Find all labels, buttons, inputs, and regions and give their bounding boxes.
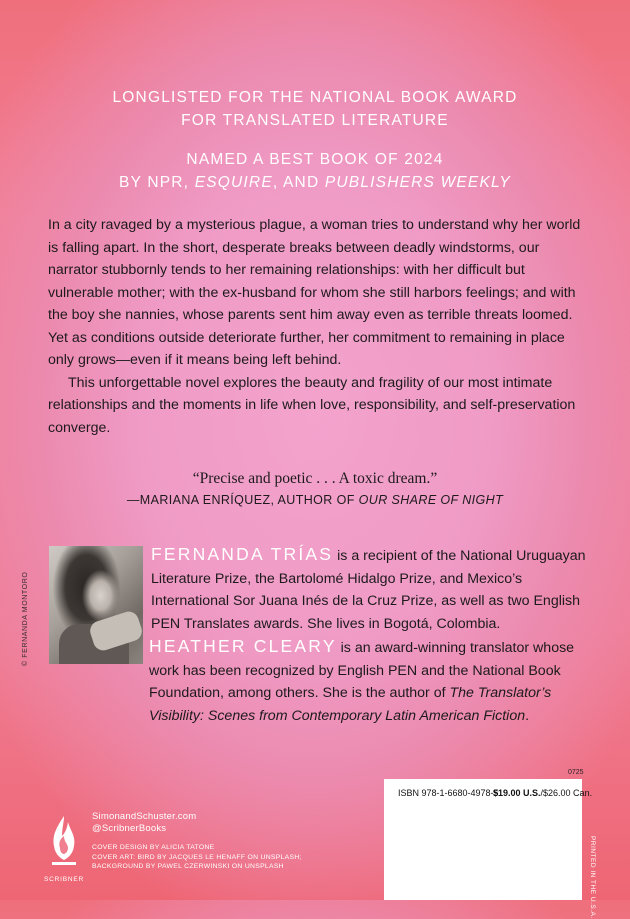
- isbn: ISBN 978-1-6680-4978-5: [398, 788, 499, 798]
- author-name: FERNANDA TRÍAS: [151, 544, 334, 564]
- award-longlist: [0, 86, 630, 132]
- print-code: 0725: [568, 769, 584, 776]
- award-longlist-line-2: FOR TRANSLATED LITERATURE: [181, 112, 449, 129]
- author-photo: [49, 546, 143, 664]
- review-quote: [0, 468, 630, 510]
- photo-credit: © FERNANDA MONTORO: [22, 571, 29, 666]
- synopsis: [48, 214, 588, 439]
- publisher-info: [92, 811, 302, 872]
- background-credit: BACKGROUND BY PAWEL CZERWINSKI ON UNSPLASH: [92, 863, 284, 870]
- printed-in-label: PRINTED IN THE U.S.A.: [589, 836, 596, 919]
- quote-attribution: —MARIANA ENRÍQUEZ, AUTHOR OF OUR SHARE OF NIGHT: [126, 493, 504, 507]
- biographies: [151, 543, 601, 727]
- translator-name: HEATHER CLEARY: [149, 636, 337, 656]
- award-best-book-line-1: NAMED A BEST BOOK OF 2024: [186, 151, 444, 168]
- scribner-flame-icon: [46, 812, 82, 886]
- award-best-book-line-2: BY NPR, ESQUIRE, AND PUBLISHERS WEEKLY: [119, 174, 511, 191]
- publisher-handle: @ScribnerBooks: [92, 823, 167, 834]
- synopsis-paragraph-1: In a city ravaged by a mysterious plague, a woman tries to understand why her world is falling apart. In the short, desperate breaks between deadly windstorms, our narrator stubbornly tends to her remaining relationships: with her difficult but vulnerable mother; with the ex-husband for whom she still harbors feelings; and with the boy she nannies, whose parents sent him away even as terrible threats loomed. Yet as conditions outside deteriorate further, her commitment to remaining in place only grows—even if it means being left behind.: [48, 217, 581, 368]
- quote-text: “Precise and poetic . . . A toxic dream.”: [192, 470, 438, 487]
- author-bio: FERNANDA TRÍAS is a recipient of the National Uruguayan Literature Prize, the Bartolomé Hidalgo Prize, and Mexico’s International Sor Juana Inés de la Cruz Prize, as well as two English PEN Translates awards. She lives in Bogotá, Colombia.: [151, 544, 586, 632]
- price: $19.00 U.S./$26.00 Can.: [493, 788, 593, 798]
- award-best-book: [0, 148, 630, 194]
- publisher-logo-label: SCRIBNER: [44, 876, 84, 883]
- cover-design-credit: COVER DESIGN BY ALICIA TATONE: [92, 844, 215, 851]
- synopsis-paragraph-2: This unforgettable novel explores the beauty and fragility of our most intimate relationships and the moments in life when love, responsibility, and self-preservation converge.: [48, 374, 576, 436]
- publisher-website: SimonandSchuster.com: [92, 811, 197, 822]
- cover-art-credit: COVER ART: BIRD BY JACQUES LE HENAFF ON UNSPLASH;: [92, 853, 302, 861]
- award-longlist-line-1: LONGLISTED FOR THE NATIONAL BOOK AWARD: [112, 89, 518, 106]
- translator-bio: HEATHER CLEARY is an award-winning translator whose work has been recognized by English PEN and the National Book Foundation, among others. She is the author of The Translator’s Visibility: Scenes from Contemporary Latin American Fiction.: [149, 636, 575, 724]
